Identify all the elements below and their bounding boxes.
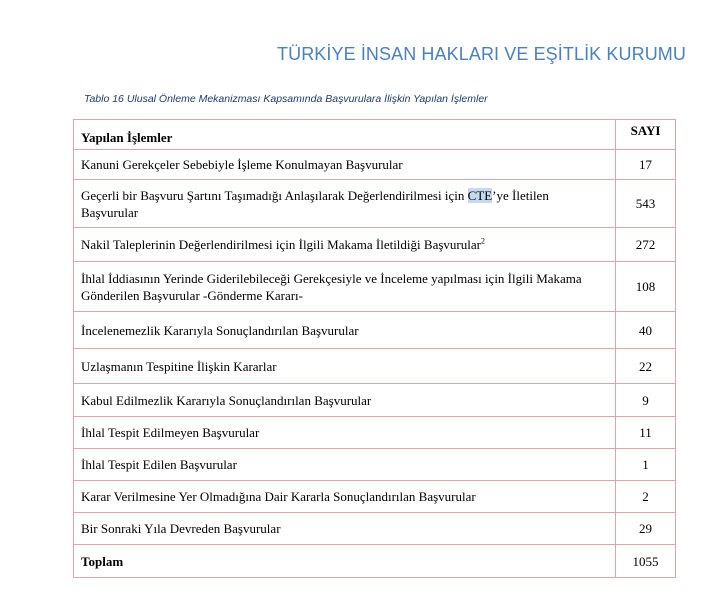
table-row [74, 150, 676, 180]
table-row [74, 180, 676, 228]
row-count: 1 [616, 449, 676, 481]
row-label: Uzlaşmanın Tespitine İlişkin Kararlar [74, 349, 616, 384]
table-row [74, 384, 676, 417]
row-label-part: ’ye İletilen Başvurular [81, 187, 549, 220]
row-label: İncelenemezlik Kararıyla Sonuçlandırılan Başvurular [74, 312, 616, 349]
table-total-row [74, 545, 676, 578]
table-row [74, 312, 676, 349]
row-count: 40 [616, 312, 676, 349]
operations-table [73, 119, 676, 578]
row-count: 272 [616, 228, 676, 262]
total-count: 1055 [616, 545, 676, 578]
table-row [74, 417, 676, 449]
row-count: 22 [616, 349, 676, 384]
row-count: 17 [616, 150, 676, 180]
table-row [74, 449, 676, 481]
table-row [74, 349, 676, 384]
row-label-text: Nakil Taleplerinin Değerlendirilmesi için İlgili Makama İletildiği Başvurular [81, 237, 481, 252]
row-label: Karar Verilmesine Yer Olmadığına Dair Kararla Sonuçlandırılan Başvurular [74, 481, 616, 513]
row-count: 9 [616, 384, 676, 417]
row-count: 2 [616, 481, 676, 513]
table-row [74, 481, 676, 513]
org-title: TÜRKİYE İNSAN HAKLARI VE EŞİTLİK KURUMU [277, 44, 686, 64]
table-row [74, 513, 676, 545]
table-caption: Tablo 16 Ulusal Önleme Mekanizması Kapsamında Başvurulara İlişkin Yapılan İşlemler [84, 93, 488, 105]
row-label: İhlal İddiasının Yerinde Giderilebileceği Gerekçesiyle ve İnceleme yapılması için İlgili Makama Gönderilen Başvurular -Gönderme Kararı- [74, 262, 616, 312]
row-label: Kabul Edilmezlik Kararıyla Sonuçlandırılan Başvurular [74, 384, 616, 417]
row-label: Bir Sonraki Yıla Devreden Başvurular [74, 513, 616, 545]
table-header-row [74, 120, 676, 150]
row-label: İhlal Tespit Edilen Başvurular [74, 449, 616, 481]
row-label: Kanuni Gerekçeler Sebebiyle İşleme Konulmayan Başvurular [74, 150, 616, 180]
footnote-marker: 2 [480, 236, 485, 246]
table-row [74, 228, 676, 262]
row-count: 543 [616, 180, 676, 228]
header-count: SAYI [616, 120, 676, 150]
row-label [74, 228, 616, 262]
table-row [74, 262, 676, 312]
row-count: 11 [616, 417, 676, 449]
row-label [74, 180, 616, 228]
row-label-part: Geçerli bir Başvuru Şartını Taşımadığı Anlaşılarak Değerlendirilmesi için [81, 187, 468, 203]
row-count: 108 [616, 262, 676, 312]
row-count: 29 [616, 513, 676, 545]
row-label: İhlal Tespit Edilmeyen Başvurular [74, 417, 616, 449]
header-label: Yapılan İşlemler [74, 120, 616, 150]
highlighted-text: CTE [467, 187, 493, 203]
total-label: Toplam [74, 545, 616, 578]
